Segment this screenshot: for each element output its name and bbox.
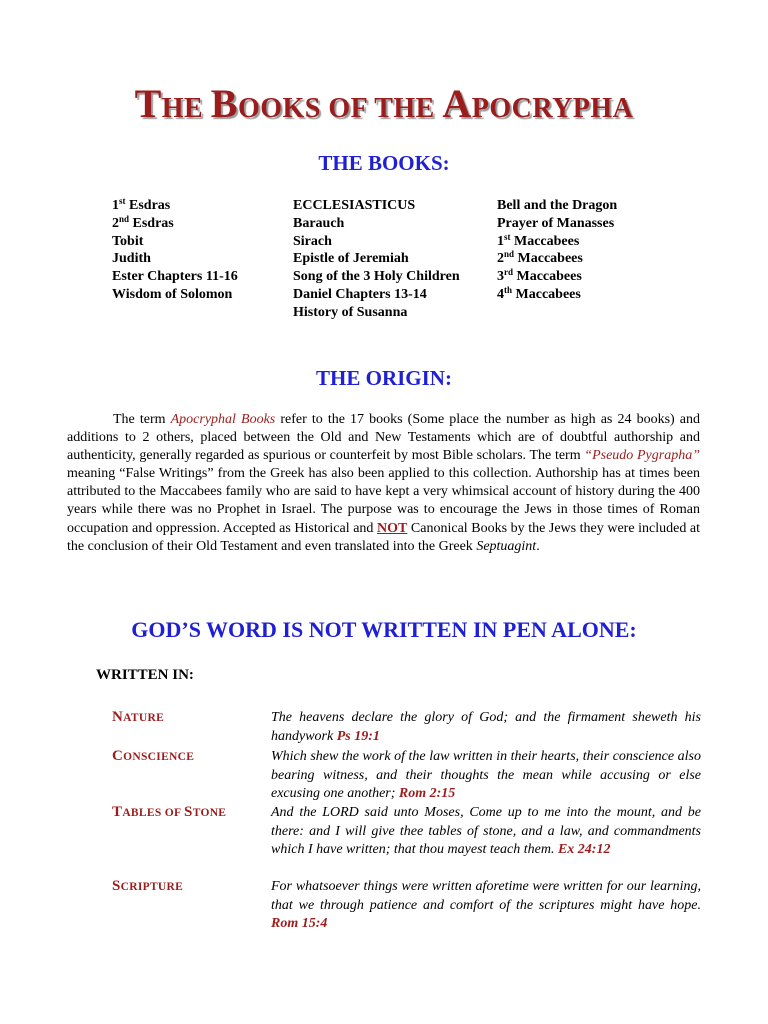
title-word: THE bbox=[374, 93, 435, 124]
verse-reference: Ex 24:12 bbox=[557, 842, 611, 858]
book-item: 4th Maccabees bbox=[497, 284, 581, 302]
pseudo-pygrapha-term: “Pseudo Pygrapha” bbox=[584, 448, 700, 464]
books-column-1 bbox=[112, 197, 238, 304]
verse-reference: Rom 15:4 bbox=[271, 916, 328, 932]
book-item: 2nd Maccabees bbox=[497, 249, 583, 267]
books-heading: THE BOOKS: bbox=[318, 151, 450, 175]
books-column-2 bbox=[293, 197, 460, 322]
apocryphal-term: Apocryphal Books bbox=[170, 412, 276, 427]
book-item: Judith bbox=[112, 251, 151, 267]
title-word: HE bbox=[161, 93, 204, 124]
verse-reference: Rom 2:15 bbox=[398, 786, 456, 802]
book-item: Prayer of Manasses bbox=[497, 215, 615, 231]
book-item: Sirach bbox=[293, 233, 332, 249]
verse-text: For whatsoever things were written aforetime were written for our learning, that we through patience and comfort of the scriptures might have hope. Rom 15:4 bbox=[271, 879, 701, 932]
title-word: POCRYPHA bbox=[471, 93, 634, 124]
written-in-label: WRITTEN IN: bbox=[96, 667, 194, 683]
written-in-label-conscience: CONSCIENCE bbox=[112, 748, 195, 764]
origin-heading: THE ORIGIN: bbox=[316, 366, 452, 390]
septuagint-term: Septuagint bbox=[476, 538, 537, 554]
title-initial: B bbox=[210, 81, 238, 126]
title-initial: T bbox=[134, 81, 162, 126]
page-title bbox=[0, 80, 768, 127]
book-item: Wisdom of Solomon bbox=[112, 286, 233, 302]
origin-paragraph: The term Apocryphal Books refer to the 17 books (Some place the number as high as 24 books) and additions to 2 others, placed between the Old and New Testaments which are of doubtful authorship and authenticity, generally regarded as spurious or counterfeit by most Bible scholars. The term “Pseudo Pygrapha” meaning “False Writings” from the Greek has also been applied to this collection. Authorship has at times been attributed to the Maccabees family who are said to have kept a very whimsical account of history during the 400 years while there was no Prophet in Israel. The purpose was to encourage the Jews in those times of Roman occupation and oppression. Accepted as Historical and NOT Canonical Books by the Jews they were included at the conclusion of their Old Testament and even translated into the Greek Septuagint. bbox=[67, 412, 701, 554]
title-word: OF bbox=[328, 93, 368, 124]
book-item: Ester Chapters 11-16 bbox=[112, 269, 238, 285]
book-item: Barauch bbox=[293, 215, 345, 231]
book-item: ECCLESIASTICUS bbox=[293, 198, 416, 213]
gods-word-heading: GOD’S WORD IS NOT WRITTEN IN PEN ALONE: bbox=[131, 617, 637, 642]
written-in-label-scripture: SCRIPTURE bbox=[112, 878, 184, 894]
book-item: Song of the 3 Holy Children bbox=[293, 269, 460, 285]
written-in-label-tables-of-stone: TABLES OF STONE bbox=[112, 804, 227, 820]
book-item: Daniel Chapters 13-14 bbox=[293, 286, 427, 302]
verse-text: The heavens declare the glory of God; and the firmament sheweth his handywork Ps 19:1 bbox=[271, 710, 701, 744]
book-item: Epistle of Jeremiah bbox=[293, 251, 409, 267]
written-in-label-nature: NATURE bbox=[112, 709, 165, 725]
verse-text: And the LORD said unto Moses, Come up to me into the mount, and be there: and I will give thee tables of stone, and a law, and commandments which I have written; that thou mayest teach them. Ex 24:12 bbox=[271, 805, 701, 858]
book-item: Bell and the Dragon bbox=[497, 198, 618, 213]
book-item: 1st Maccabees bbox=[497, 231, 580, 249]
verse-reference: Ps 19:1 bbox=[336, 728, 380, 744]
books-column-3 bbox=[497, 197, 617, 304]
not-emphasis: NOT bbox=[377, 520, 408, 536]
title-word: OOKS bbox=[237, 93, 321, 124]
book-item: History of Susanna bbox=[293, 304, 408, 320]
book-item: Tobit bbox=[112, 233, 144, 249]
book-item: 3rd Maccabees bbox=[497, 267, 582, 285]
book-item: 2nd Esdras bbox=[112, 213, 174, 231]
verse-text: Which shew the work of the law written in their hearts, their conscience also bearing witness, and their thoughts the mean while accusing or else excusing one another; Rom 2:15 bbox=[271, 749, 701, 802]
title-initial: A bbox=[442, 81, 472, 126]
book-item: 1st Esdras bbox=[112, 196, 171, 213]
